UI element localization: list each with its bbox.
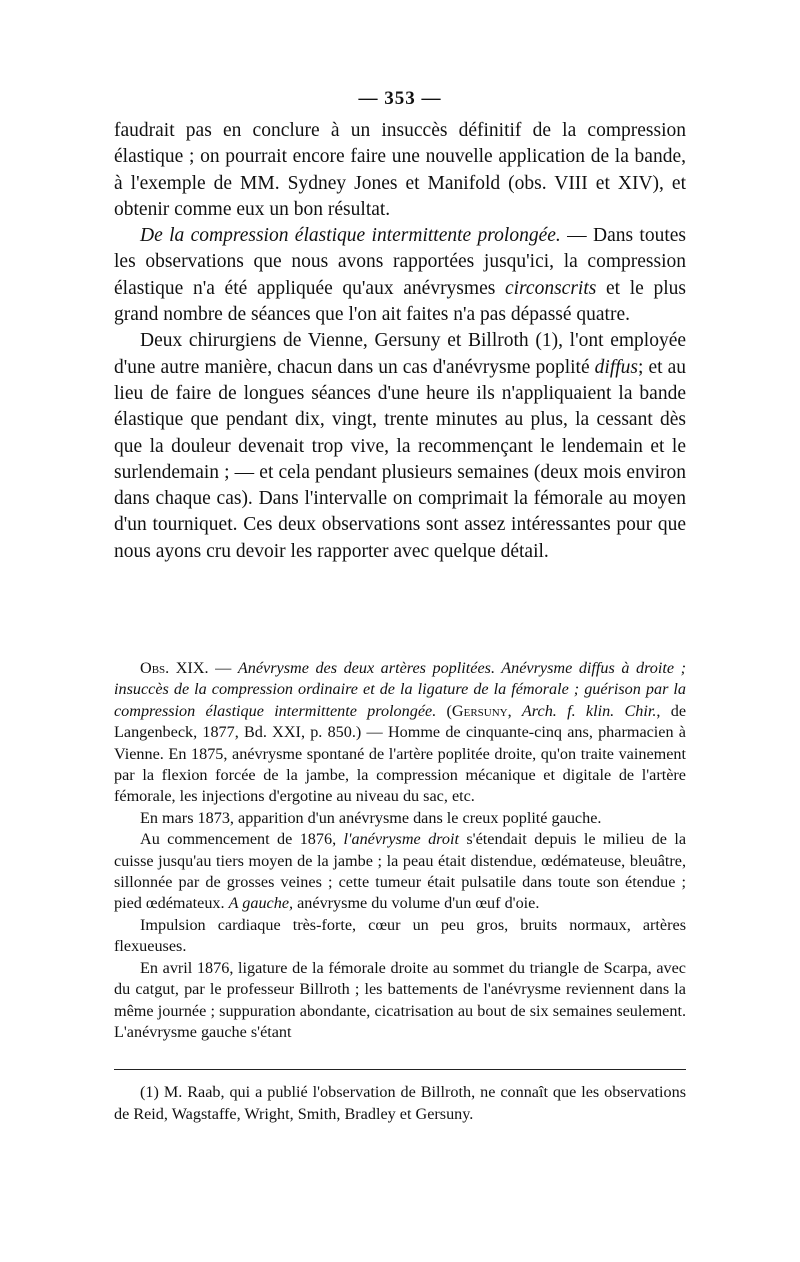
- observation-text: s'étendait depuis le milieu de la cuisse jusqu'au tiers moyen de la jambe ; la peau était distendue, œdémateuse, bleuâtre, sillonnée par de grosses veines ; cette tumeur était pulsatile dans toute son étendue ; pied œdémateux.: [114, 830, 687, 913]
- source-journal: Arch. f. klin. Chir.: [521, 701, 657, 720]
- paragraph-continuation: faudrait pas en conclure à un insuccès définitif de la compression élastique ; on pourrait encore faire une nouvelle application de la bande, à l'exemple de MM. Sydney Jones et Manifold (obs. VIII et XIV), et obtenir comme eux un bon résultat.: [114, 120, 686, 220]
- paragraph-text: et le plus grand nombre de séances que l'on ait faites n'a pas dépassé quatre.: [114, 277, 687, 326]
- italic-term: A gauche,: [228, 894, 294, 913]
- page-number: — 353 —: [358, 88, 442, 109]
- paragraph-text: Deux chirurgiens de Vienne, Gersuny et Billroth (1), l'ont employée d'une autre manière, chacun dans un cas d'anévrysme poplité: [114, 330, 686, 378]
- italic-term: l'anévrysme droit: [343, 830, 459, 849]
- heading-dash: — Dans: [560, 225, 634, 247]
- observation-text: Homme de cinquante-cinq ans, pharmacien à Vienne. En 1875, anévrysme spontané de l'artère poplitée droite, qu'on traite vainement par la flexion forcée de la jambe, la compression mécanique et digitale de l'artère fémorale, les injections d'ergotine au niveau du sac, etc.: [114, 723, 686, 806]
- main-text: [114, 118, 686, 565]
- observation-paragraph: En mars 1873, apparition d'un anévrysme dans le creux poplité gauche.: [140, 808, 602, 827]
- observation-label: Obs. XIX. —: [140, 659, 238, 677]
- observation-paragraph: [114, 829, 686, 915]
- section-heading: De la compression élastique intermittente prolongée.: [140, 225, 561, 247]
- paragraph-surgeons: [114, 328, 686, 565]
- paragraph-text: toutes les observations que nous avons rapportées jusqu'ici, la compression élastique n'a été appliquée qu'aux anévrysmes: [114, 225, 687, 299]
- observation-text: Au commencement de 1876,: [140, 830, 337, 849]
- source-details: , de Langenbeck, 1877, Bd. XXI, p. 850.) —: [114, 701, 687, 742]
- observation-text: anévrysme du volume d'un œuf d'oie.: [297, 894, 540, 913]
- observation-title-text: Anévrysme des deux artères poplitées. Anévrysme diffus à droite ; insuccès de la compression ordinaire et de la ligature de la fémorale ; guérison par la compression élastique intermittente prolongée.: [114, 659, 687, 720]
- paragraph-text: ; et au lieu de faire de longues séances d'une heure ils n'appliquaient la bande élastique que pendant dix, vingt, trente minutes au plus, la cessant dès que la douleur devenait trop vive, la recommençant le lendemain et le surlendemain ; — et cela pendant plusieurs semaines (deux mois environ dans chaque cas). Dans l'intervalle on comprimait la fémorale au moyen d'un tourniquet. Ces deux observations sont assez intéressantes pour que nous ayons cru devoir les rapporter avec quelque détail.: [114, 356, 686, 562]
- footnote-text: (1) M. Raab, qui a publié l'observation de Billroth, ne connaît que les observations de Reid, Wagstaffe, Wright, Smith, Bradley et Gersuny.: [114, 1083, 686, 1123]
- observation-paragraph: En avril 1876, ligature de la fémorale droite au sommet du triangle de Scarpa, avec du catgut, par le professeur Billroth ; les battements de l'anévrysme reviennent dans la même journée ; suppuration abondante, cicatrisation au bout de six semaines seulement. L'anévrysme gauche s'étant: [114, 958, 686, 1041]
- observation-title: Obs. XIX. — Anévrysme des deux artères poplitées. Anévrysme diffus à droite ; insuccès de la compression ordinaire et de la ligature de la fémorale ; guérison par la compression élastique intermittente prolongée. (Gersuny, Arch. f. klin. Chir., de Langenbeck, 1877, Bd. XXI, p. 850.) — Homme de cinquante-cinq ans, pharmacien à Vienne. En 1875, anévrysme spontané de l'artère poplitée droite, qu'on traite vainement par la flexion forcée de la jambe, la compression mécanique et digitale de l'artère fémorale, les injections d'ergotine au niveau du sac, etc.: [114, 659, 687, 806]
- italic-term: diffus: [594, 356, 639, 378]
- italic-term: circonscrits: [504, 277, 597, 299]
- observation-block: [114, 658, 686, 1043]
- observation-paragraph: Impulsion cardiaque très-forte, cœur un peu gros, bruits normaux, artères flexueuses.: [114, 915, 686, 956]
- footnote: [114, 1082, 686, 1125]
- paragraph-heading: [114, 223, 686, 328]
- source-author: Gersuny: [451, 701, 508, 720]
- footnote-rule: [114, 1069, 686, 1070]
